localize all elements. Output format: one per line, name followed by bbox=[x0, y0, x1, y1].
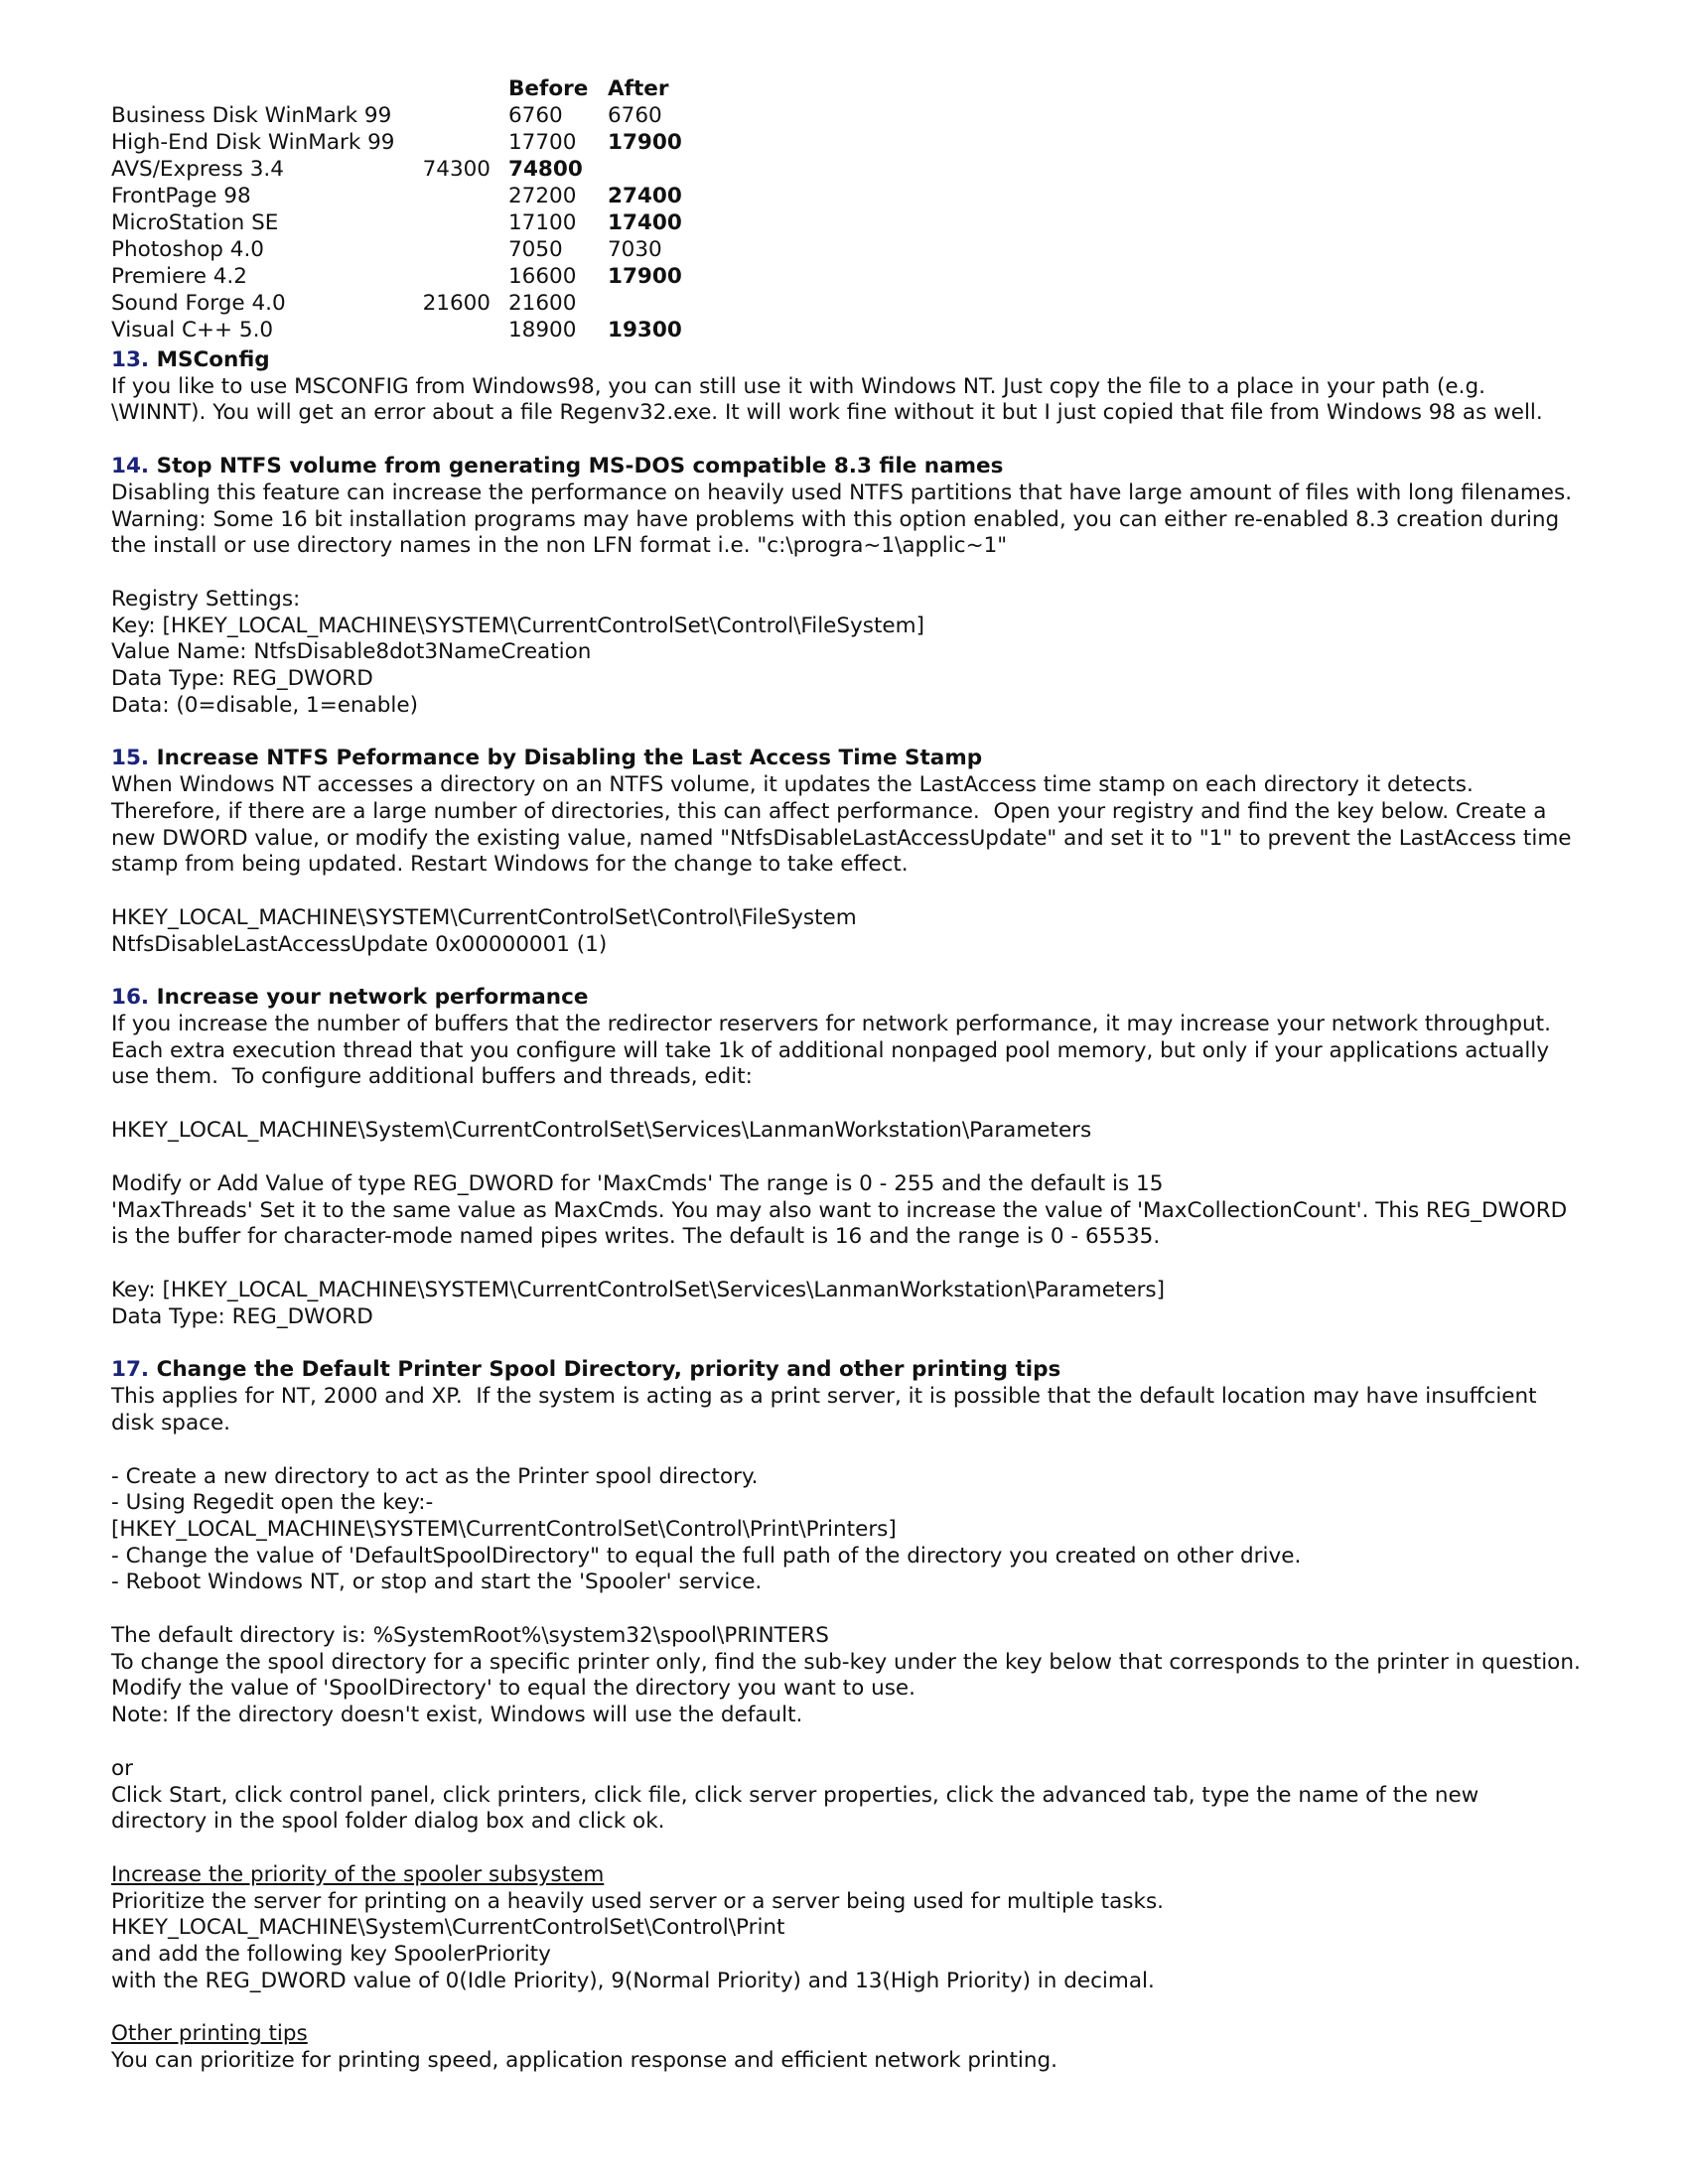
section-title: Increase NTFS Peformance by Disabling the Last Access Time Stamp bbox=[156, 746, 983, 771]
benchmark-before-value: 27200 bbox=[508, 184, 577, 208]
section-heading bbox=[111, 454, 1581, 480]
benchmark-name: MicroStation SE bbox=[111, 210, 279, 235]
section-paragraph: - Create a new directory to act as the Printer spool directory. - Using Regedit open the key:- [HKEY_LOCAL_MACHINE\SYSTEM\CurrentControlSet\Control\Print\Printers] - Change the value of 'DefaultSpoolDirectory" to equal the full path of the directory you created on other drive. - Reboot Windows NT, or stop and start the 'Spooler' service. bbox=[111, 1463, 1302, 1595]
benchmark-name: Business Disk WinMark 99 bbox=[111, 103, 392, 128]
section-paragraph: Key: [HKEY_LOCAL_MACHINE\SYSTEM\CurrentControlSet\Services\LanmanWorkstation\Parameters] Data Type: REG_DWORD bbox=[111, 1277, 1166, 1329]
document-page bbox=[111, 75, 1581, 2075]
section-paragraph: HKEY_LOCAL_MACHINE\SYSTEM\CurrentControlSet\Control\FileSystem NtfsDisableLastAccessUpdate 0x00000001 (1) bbox=[111, 904, 857, 957]
tip-section bbox=[111, 1357, 1581, 2074]
tip-section bbox=[111, 347, 1581, 427]
section-title: MSConfig bbox=[156, 347, 270, 372]
benchmark-table bbox=[111, 75, 1581, 341]
section-paragraph: Registry Settings: Key: [HKEY_LOCAL_MACHINE\SYSTEM\CurrentControlSet\Control\FileSystem] Value Name: NtfsDisable8dot3NameCreation Data Type: REG_DWORD Data: (0=disable, 1=enable) bbox=[111, 586, 924, 718]
section-heading bbox=[111, 985, 1581, 1012]
section-number: 17. bbox=[111, 1357, 150, 1383]
benchmark-name: AVS/Express 3.4 bbox=[111, 157, 284, 182]
section-title: Change the Default Printer Spool Directory, priority and other printing tips bbox=[156, 1357, 1061, 1383]
benchmark-after-value: 7030 bbox=[608, 237, 662, 262]
section-heading bbox=[111, 746, 1581, 772]
benchmark-name: Photoshop 4.0 bbox=[111, 237, 264, 262]
benchmark-extra-value: 74300 bbox=[422, 157, 491, 182]
benchmark-extra-value: 21600 bbox=[422, 291, 491, 316]
benchmark-after-value: 19300 bbox=[608, 318, 682, 342]
tip-section bbox=[111, 454, 1581, 719]
section-paragraph: or Click Start, click control panel, click printers, click file, click server properties, click the advanced tab, type the name of the new directory in the spool folder dialog box and click ok. bbox=[111, 1755, 1479, 1835]
section-paragraph: When Windows NT accesses a directory on an NTFS volume, it updates the LastAccess time stamp on each directory it detects. Therefore, if there are a large number of directories, this can affect performance. Open your registry and find the key below. Create a new DWORD value, or modify the existing value, named "NtfsDisableLastAccessUpdate" and set it to "1" to prevent the LastAccess time stamp from being updated. Restart Windows for the change to take effect. bbox=[111, 772, 1579, 878]
benchmark-after-value: 17400 bbox=[608, 210, 682, 235]
section-paragraph: The default directory is: %SystemRoot%\system32\spool\PRINTERS To change the spool directory for a specific printer only, find the sub-key under the key below that corresponds to the printer in question. Modify the value of 'SpoolDirectory' to equal the directory you want to use. Note: If the directory doesn't exist, Windows will use the default. bbox=[111, 1623, 1581, 1728]
section-number: 14. bbox=[111, 454, 150, 479]
benchmark-name: FrontPage 98 bbox=[111, 184, 251, 208]
benchmark-after-value: 17900 bbox=[608, 264, 682, 289]
section-heading bbox=[111, 1357, 1581, 1384]
benchmark-before-value: 7050 bbox=[508, 237, 563, 262]
benchmark-before-value: 17700 bbox=[508, 130, 577, 155]
benchmark-before-value: 21600 bbox=[508, 291, 577, 316]
section-paragraph: Disabling this feature can increase the performance on heavily used NTFS partitions that have large amount of files with long filenames. Warning: Some 16 bit installation programs may have problems with this option enabled, you can either re-enabled 8.3 creation during the install or use directory names in the non LFN format i.e. "c:\progra~1\applic~1" bbox=[111, 479, 1579, 559]
section-title: Increase your network performance bbox=[156, 985, 589, 1011]
section-number: 13. bbox=[111, 347, 150, 372]
section-number: 16. bbox=[111, 985, 150, 1011]
benchmark-before-value: 18900 bbox=[508, 318, 577, 342]
benchmark-name: High-End Disk WinMark 99 bbox=[111, 130, 395, 155]
benchmark-name: Sound Forge 4.0 bbox=[111, 291, 286, 316]
benchmark-before-value: 6760 bbox=[508, 103, 563, 128]
after-column-header: After bbox=[608, 76, 669, 101]
before-column-header: Before bbox=[508, 76, 589, 101]
section-paragraph: If you increase the number of buffers that the redirector reservers for network performance, it may increase your network throughput. Each extra execution thread that you configure will take 1k of additional nonpaged pool memory, but only if your applications actually use them. To configure additional buffers and threads, edit: bbox=[111, 1012, 1558, 1090]
section-title: Stop NTFS volume from generating MS-DOS compatible 8.3 file names bbox=[156, 454, 1004, 479]
benchmark-after-value: 6760 bbox=[608, 103, 662, 128]
tip-section bbox=[111, 746, 1581, 958]
section-paragraph: HKEY_LOCAL_MACHINE\System\CurrentControlSet\Services\LanmanWorkstation\Parameters bbox=[111, 1118, 1092, 1144]
benchmark-before-value: 74800 bbox=[508, 157, 583, 182]
subsection-heading: Other printing tips bbox=[111, 2021, 308, 2047]
section-number: 15. bbox=[111, 746, 150, 771]
benchmark-name: Visual C++ 5.0 bbox=[111, 318, 274, 342]
benchmark-before-value: 17100 bbox=[508, 210, 577, 235]
section-paragraph: Modify or Add Value of type REG_DWORD for 'MaxCmds' The range is 0 - 255 and the default is 15 'MaxThreads' Set it to the same value as MaxCmds. You may also want to increase the value of 'MaxCollectionCount'. This REG_DWORD is the buffer for character-mode named pipes writes. The default is 16 and the range is 0 - 65535. bbox=[111, 1170, 1568, 1250]
section-paragraph: You can prioritize for printing speed, application response and efficient network printing. bbox=[111, 2048, 1058, 2074]
benchmark-after-value: 27400 bbox=[608, 184, 682, 208]
section-heading bbox=[111, 347, 1581, 374]
tip-section bbox=[111, 985, 1581, 1330]
section-paragraph: If you like to use MSCONFIG from Windows98, you can still use it with Windows NT. Just copy the file to a place in your path (e.g. \WINNT). You will get an error about a file Regenv32.exe. It will work fine without it but I just copied that file from Windows 98 as well. bbox=[111, 373, 1543, 426]
subsection-heading: Increase the priority of the spooler subsystem bbox=[111, 1861, 605, 1887]
section-paragraph: Prioritize the server for printing on a heavily used server or a server being used for multiple tasks. HKEY_LOCAL_MACHINE\System\CurrentControlSet\Control\Print and add the following key SpoolerPriority with the REG_DWORD value of 0(Idle Priority), 9(Normal Priority) and 13(High Priority) in decimal. bbox=[111, 1888, 1164, 1993]
tips-sections bbox=[111, 347, 1581, 2075]
section-paragraph: This applies for NT, 2000 and XP. If the system is acting as a print server, it is possible that the default location may have insuffcient disk space. bbox=[111, 1384, 1544, 1435]
benchmark-before-value: 16600 bbox=[508, 264, 577, 289]
benchmark-name: Premiere 4.2 bbox=[111, 264, 247, 289]
benchmark-after-value: 17900 bbox=[608, 130, 682, 155]
